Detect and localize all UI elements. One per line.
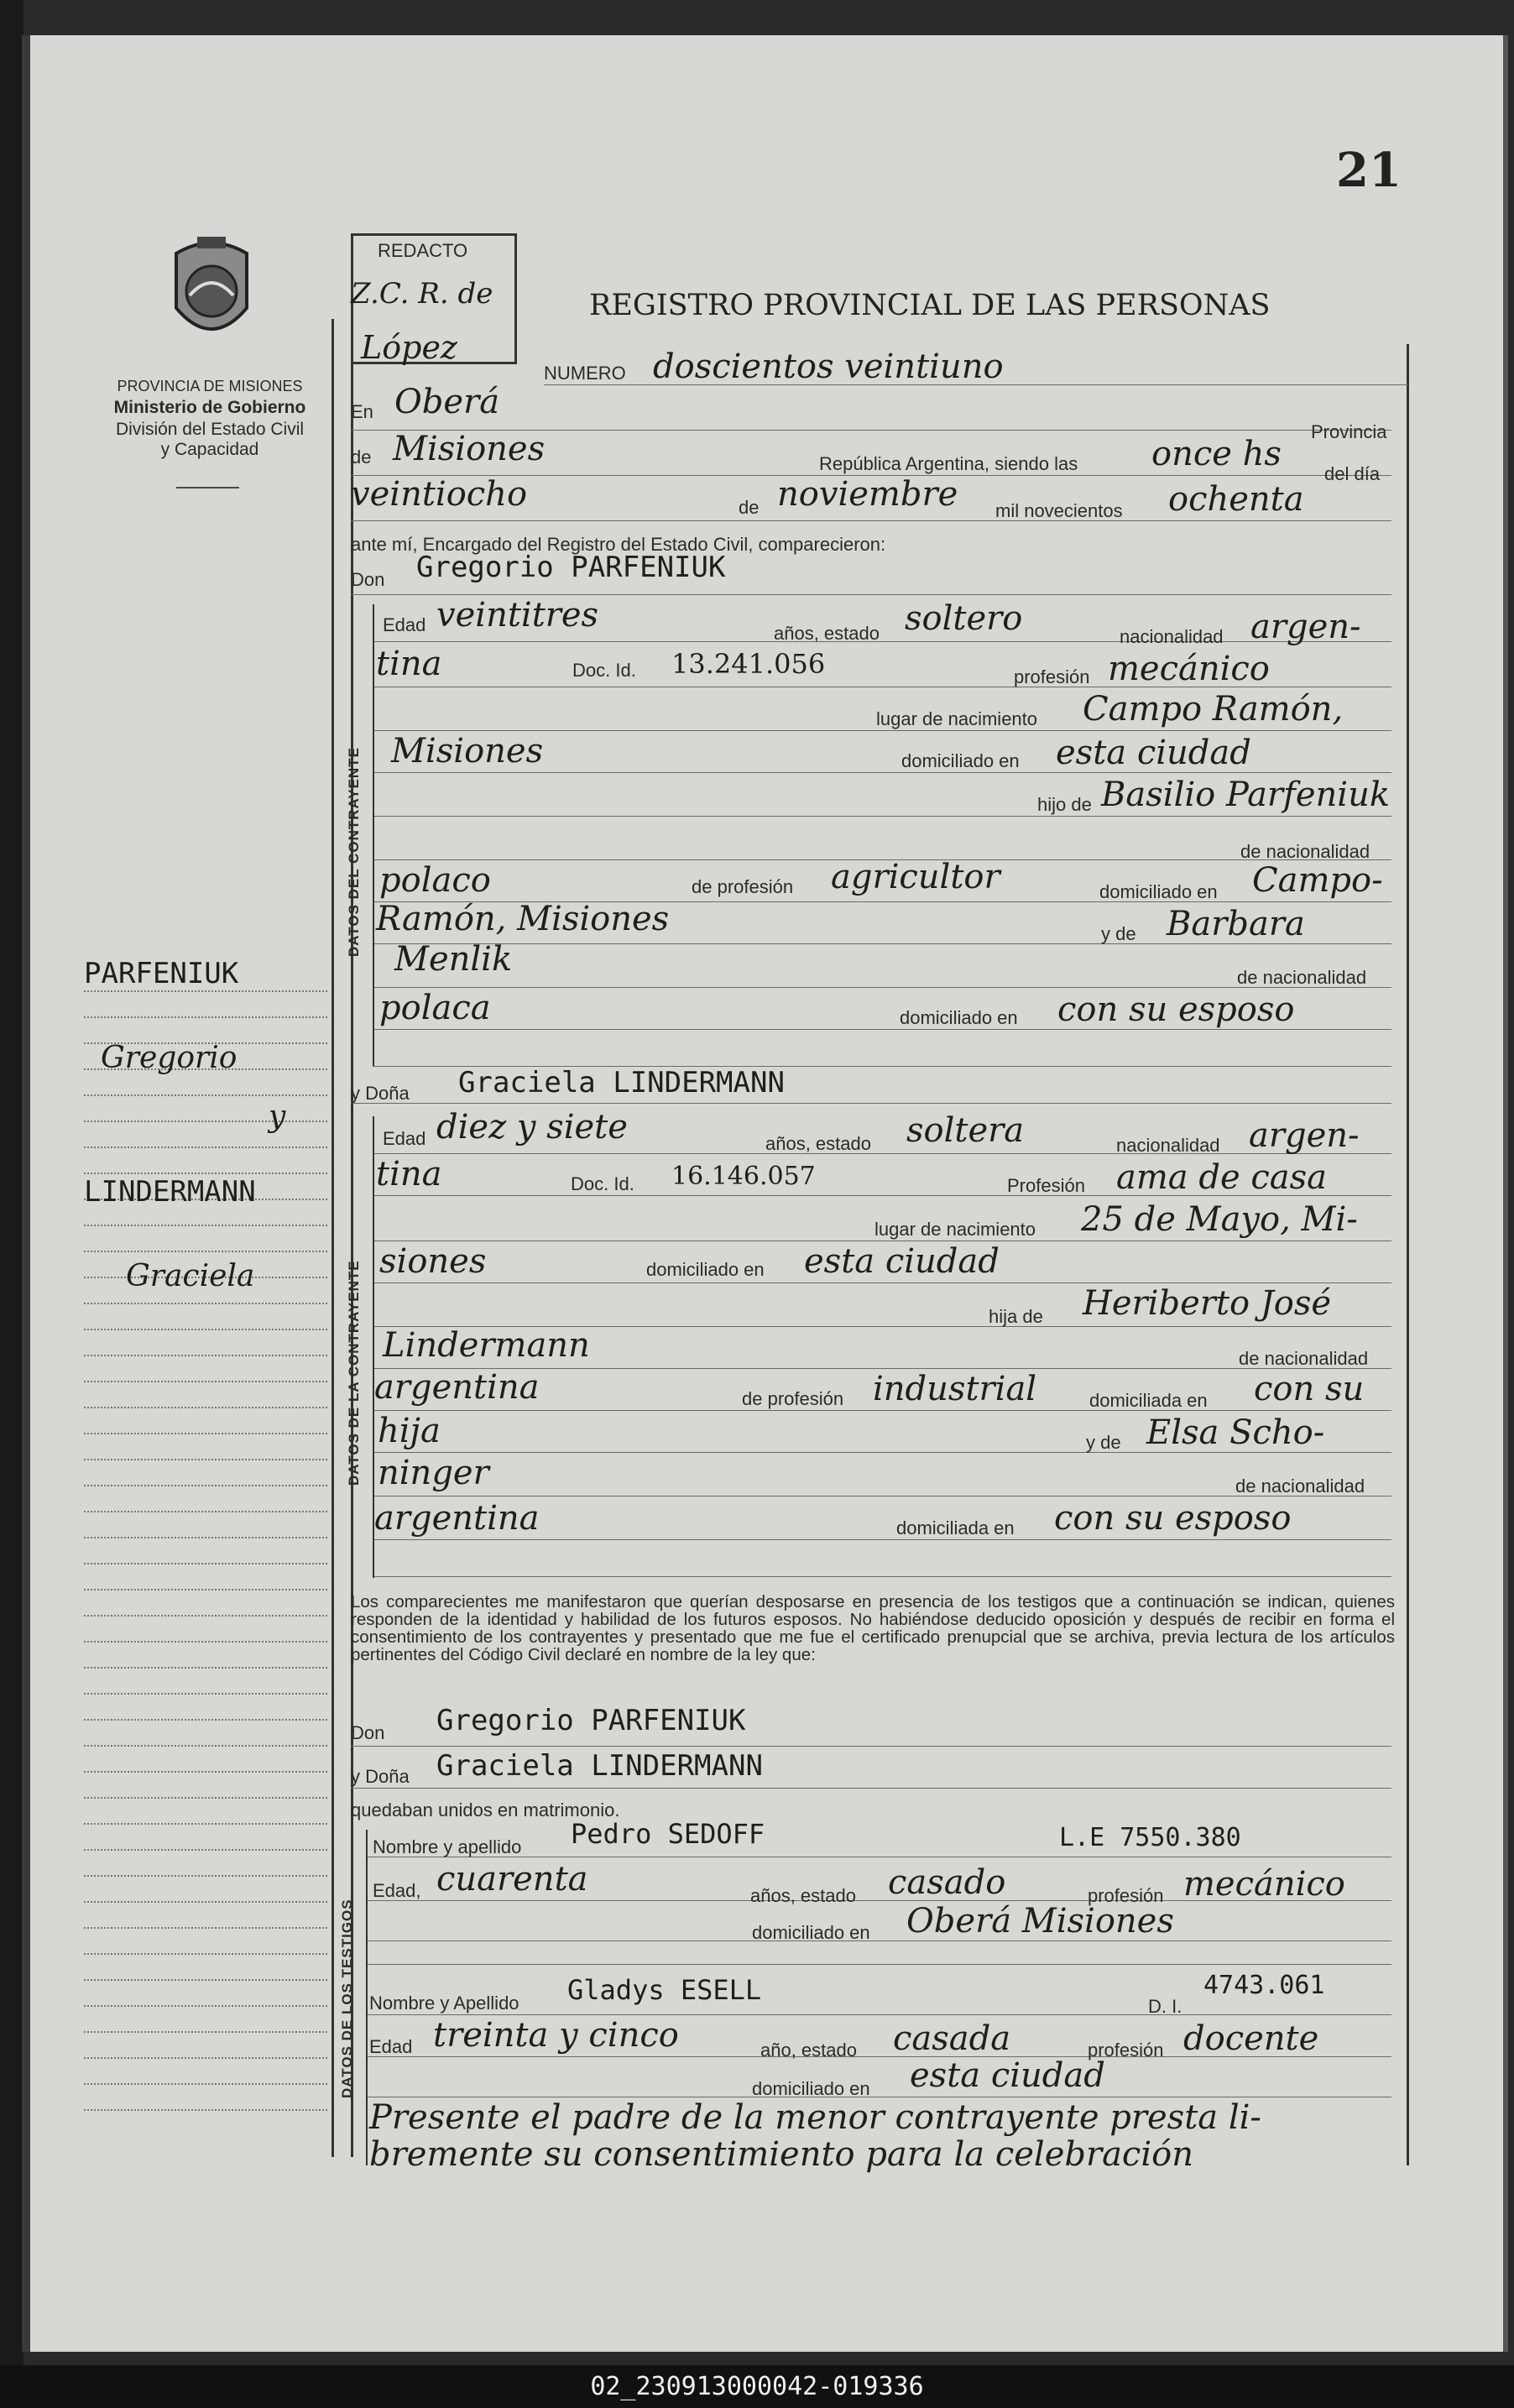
margin-dotted-line-6 (84, 1147, 327, 1148)
stamp-hand-1: Z.C. R. de (351, 277, 493, 311)
label-ano-estado-t2: año, estado (760, 2040, 857, 2061)
hand-f-padre-dom2: hija (378, 1412, 441, 1450)
hand-f-edad: diez y siete (436, 1108, 628, 1147)
margin-rule (332, 319, 334, 2157)
margin-dotted-line-31 (84, 1797, 327, 1799)
hand-t2-nombre: Gladys ESELL (567, 1974, 762, 2006)
hand-numero: doscientos veintiuno (653, 347, 1004, 386)
hand-t1-doc: L.E 7550.380 (1059, 1823, 1241, 1852)
margin-dotted-line-37 (84, 1953, 327, 1955)
form-rule-17 (373, 1153, 1391, 1154)
office-line-4: y Capacidad (160, 440, 259, 459)
hand-dona-2: Graciela LINDERMANN (436, 1749, 763, 1783)
hand-don: Gregorio PARFENIUK (416, 551, 726, 584)
margin-dotted-line-7 (84, 1173, 327, 1174)
label-don-2: Don (351, 1722, 385, 1743)
hand-estado: soltero (905, 599, 1023, 638)
form-rule-12 (373, 943, 1391, 944)
label-nacionalidad-f: nacionalidad (1116, 1135, 1220, 1156)
hand-t1-nombre: Pedro SEDOFF (571, 1818, 765, 1850)
label-republica: República Argentina, siendo las (819, 453, 1078, 474)
office-divider (176, 487, 239, 488)
margin-dotted-line-4 (84, 1094, 327, 1096)
hand-padre-dom1: Campo- (1252, 861, 1383, 900)
hand-madre1: Barbara (1167, 905, 1305, 943)
form-rule-8 (373, 772, 1391, 773)
margin-dotted-line-24 (84, 1615, 327, 1617)
margin-dotted-line-35 (84, 1901, 327, 1903)
form-rule-9 (373, 816, 1391, 817)
margin-dotted-line-41 (84, 2057, 327, 2059)
label-de-profesion-f: de profesión (742, 1388, 844, 1409)
main-frame-left (351, 353, 353, 2157)
page-number: 21 (1336, 143, 1402, 198)
side-label-groom: DATOS DEL CONTRAYENTE (346, 747, 362, 957)
hand-f-padre2: Lindermann (383, 1326, 590, 1365)
margin-name-groom: Gregorio (101, 1041, 238, 1075)
margin-dotted-line-36 (84, 1927, 327, 1929)
hand-doc: 13.241.056 (671, 648, 826, 680)
label-mil: mil novecientos (995, 500, 1123, 521)
form-rule-34 (366, 2014, 1391, 2015)
label-y-de: y de (1101, 923, 1136, 944)
hand-madre-nac: polaca (379, 989, 491, 1027)
hand-f-madre-dom: con su esposo (1054, 1499, 1292, 1538)
side-label-bride: DATOS DE LA CONTRAYENTE (346, 1260, 362, 1486)
label-de-nacionalidad-f: de nacionalidad (1239, 1348, 1369, 1369)
margin-dotted-line-1 (84, 1016, 327, 1018)
margin-dotted-line-30 (84, 1771, 327, 1773)
label-profesion-t2: profesión (1088, 2040, 1164, 2061)
margin-dotted-line-40 (84, 2031, 327, 2033)
label-nombre-apellido-2: Nombre y Apellido (369, 1993, 519, 2014)
margin-dotted-line-20 (84, 1511, 327, 1512)
form-rule-29 (351, 1788, 1391, 1789)
label-t2-doc: D. I. (1148, 1996, 1182, 2017)
form-rule-26 (373, 1539, 1391, 1540)
hand-lugar2: Misiones (391, 732, 544, 770)
form-rule-3 (351, 520, 1391, 521)
label-anos-estado-t1: años, estado (750, 1885, 856, 1906)
form-rule-7 (373, 730, 1391, 731)
label-y-dona: y Doña (351, 1083, 410, 1104)
hand-f-dom: esta ciudad (804, 1242, 1000, 1281)
label-doc: Doc. Id. (572, 660, 636, 681)
margin-dotted-line-21 (84, 1537, 327, 1538)
hand-anio: ochenta (1168, 480, 1304, 519)
margin-dotted-line-28 (84, 1719, 327, 1721)
margin-dotted-line-26 (84, 1667, 327, 1669)
hand-nac2: tina (376, 645, 442, 683)
margin-dotted-line-17 (84, 1433, 327, 1434)
form-rule-28 (351, 1746, 1391, 1747)
margin-dotted-line-32 (84, 1823, 327, 1825)
margin-dotted-line-43 (84, 2109, 327, 2111)
margin-dotted-line-5 (84, 1120, 327, 1122)
form-rule-27 (373, 1576, 1391, 1577)
label-doc-f: Doc. Id. (571, 1173, 634, 1194)
hand-padre-prof: agricultor (831, 858, 1000, 896)
book-spine (0, 0, 23, 2408)
hand-t1-dom: Oberá Misiones (906, 1902, 1174, 1941)
hand-dia: veintiocho (351, 475, 528, 514)
label-nacionalidad: nacionalidad (1120, 626, 1224, 647)
label-profesion-t1: profesión (1088, 1885, 1164, 1906)
hand-t2-estado: casada (893, 2019, 1011, 2058)
label-lugar-f: lugar de nacimiento (874, 1219, 1036, 1240)
hand-f-padre1: Heriberto José (1083, 1284, 1332, 1323)
main-frame-right (1407, 344, 1409, 2165)
label-quedaban: quedaban unidos en matrimonio. (351, 1799, 620, 1820)
office-line-3: División del Estado Civil (115, 420, 305, 439)
label-profesion-f: Profesión (1007, 1175, 1085, 1196)
label-anos-estado-f: años, estado (765, 1133, 871, 1154)
form-rule-4 (351, 594, 1391, 595)
hand-madre2: Menlik (394, 940, 513, 979)
form-rule-16 (351, 1103, 1391, 1104)
label-numero: NUMERO (544, 363, 626, 384)
hand-t2-dom: esta ciudad (910, 2056, 1105, 2095)
hand-ciudad: Oberá (394, 383, 500, 421)
hand-padre-dom2: Ramón, Misiones (376, 900, 670, 938)
form-rule-23 (373, 1410, 1391, 1411)
hand-madre-dom: con su esposo (1057, 990, 1295, 1029)
hand-hora: once hs (1151, 435, 1282, 473)
label-edad: Edad (383, 614, 426, 635)
margin-dotted-line-16 (84, 1407, 327, 1408)
form-rule-5 (373, 641, 1391, 642)
label-domiciliado-t1: domiciliado en (752, 1922, 870, 1943)
provincial-seal-icon (159, 228, 264, 354)
margin-dotted-line-0 (84, 990, 327, 992)
hand-f-madre2: ninger (378, 1454, 489, 1492)
label-y-de-f: y de (1086, 1432, 1121, 1453)
hand-prof: mecánico (1108, 650, 1270, 688)
scan-footer-id: 02_230913000042-019336 (0, 2365, 1514, 2408)
label-de-nacionalidad-madre: de nacionalidad (1237, 967, 1367, 988)
hand-f-madre-nac: argentina (374, 1499, 540, 1538)
margin-dotted-line-29 (84, 1745, 327, 1747)
margin-dotted-line-15 (84, 1381, 327, 1382)
consent-paragraph: Los comparecientes me manifestaron que querían desposarse en presencia de los testigos que a continuación se indican, quienes responden de la identidad y habilidad de los futuros esposos. No habiéndose deducido oposición y después de recibir en forma el consentimiento de los contrayentes y presentado que me fue el certificado prenupcial que se archiva, previa lectura de los artículos pertinentes del Código Civil declaré en nombre de la ley que: (351, 1592, 1395, 1664)
hand-padre-nac: polaco (379, 861, 491, 900)
margin-dotted-line-33 (84, 1849, 327, 1851)
margin-dotted-line-22 (84, 1563, 327, 1564)
label-lugar: lugar de nacimiento (876, 708, 1038, 729)
margin-surname-bride: LINDERMANN (84, 1175, 256, 1209)
register-title: REGISTRO PROVINCIAL DE LAS PERSONAS (589, 289, 1271, 322)
margin-dotted-line-25 (84, 1641, 327, 1643)
hand-f-padre-nac: argentina (374, 1368, 540, 1407)
label-don: Don (351, 569, 385, 590)
hand-dona: Graciela LINDERMANN (458, 1066, 785, 1100)
label-edad-f: Edad (383, 1128, 426, 1149)
groom-block-rule (373, 604, 374, 1066)
hand-dom: esta ciudad (1056, 734, 1251, 772)
label-domiciliada-madre: domiciliada en (896, 1517, 1015, 1538)
margin-dotted-line-34 (84, 1875, 327, 1877)
margin-conjunction: y (269, 1100, 286, 1134)
hand-t1-edad: cuarenta (436, 1860, 588, 1899)
form-rule-14 (373, 1029, 1391, 1030)
margin-name-bride: Graciela (126, 1259, 255, 1293)
label-ante: ante mí, Encargado del Registro del Estado Civil, comparecieron: (351, 534, 886, 555)
stamp-hand-2: López (361, 329, 457, 366)
margin-dotted-line-42 (84, 2083, 327, 2085)
margin-dotted-line-27 (84, 1693, 327, 1695)
hand-f-padre-dom1: con su (1254, 1370, 1365, 1408)
label-domiciliada: domiciliada en (1089, 1390, 1208, 1411)
hand-t2-doc: 4743.061 (1203, 1971, 1325, 2000)
label-de-mes: de (739, 497, 760, 518)
label-nombre-apellido: Nombre y apellido (373, 1836, 522, 1857)
margin-dotted-line-19 (84, 1485, 327, 1486)
office-line-1: PROVINCIA DE MISIONES (117, 378, 303, 394)
hand-note-line-1: Presente el padre de la menor contrayente presta li- (369, 2098, 1261, 2137)
margin-dotted-line-38 (84, 1979, 327, 1981)
hand-don-2: Gregorio PARFENIUK (436, 1704, 746, 1737)
margin-dotted-line-9 (84, 1225, 327, 1226)
hand-note-line-2: bremente su consentimiento para la celebración (369, 2135, 1193, 2174)
margin-dotted-line-23 (84, 1589, 327, 1591)
label-domiciliado-madre: domiciliado en (900, 1007, 1018, 1028)
witness-block-rule (366, 1830, 368, 2165)
form-rule-33 (366, 1964, 1391, 1965)
hand-t1-estado: casado (888, 1863, 1006, 1902)
label-edad-t1: Edad, (373, 1880, 421, 1901)
hand-f-padre-prof: industrial (873, 1370, 1037, 1408)
hand-provincia: Misiones (393, 430, 546, 468)
hand-mes: noviembre (777, 475, 958, 514)
label-de-nacionalidad-madre-f: de nacionalidad (1235, 1476, 1365, 1497)
label-del-dia: del día (1324, 463, 1381, 484)
stamp-label: REDACTO (378, 240, 468, 261)
label-domiciliado: domiciliado en (901, 750, 1020, 771)
label-profesion: profesión (1014, 666, 1090, 687)
hand-t1-prof: mecánico (1183, 1865, 1345, 1904)
margin-dotted-line-14 (84, 1355, 327, 1356)
hand-f-estado: soltera (906, 1111, 1025, 1150)
margin-dotted-line-39 (84, 2005, 327, 2007)
hand-f-prof: ama de casa (1116, 1158, 1327, 1197)
margin-dotted-line-18 (84, 1459, 327, 1460)
hand-lugar1: Campo Ramón, (1083, 690, 1344, 729)
label-domiciliado-t2: domiciliado en (752, 2078, 870, 2099)
hand-f-madre1: Elsa Scho- (1146, 1413, 1325, 1452)
hand-t2-prof: docente (1183, 2019, 1319, 2058)
hand-f-lugar1: 25 de Mayo, Mi- (1081, 1200, 1358, 1239)
label-de-profesion: de profesión (692, 876, 794, 897)
hand-f-lugar2: siones (379, 1242, 487, 1281)
margin-surname-groom: PARFENIUK (84, 957, 239, 990)
label-provincia: Provincia (1311, 421, 1387, 442)
label-en: En (351, 401, 373, 422)
hand-edad: veintitres (436, 596, 599, 635)
office-line-2: Ministerio de Gobierno (113, 398, 306, 417)
label-y-dona-2: y Doña (351, 1766, 410, 1787)
form-rule-24 (373, 1452, 1391, 1453)
hand-padre: Basilio Parfeniuk (1101, 776, 1391, 814)
label-domiciliado-f: domiciliado en (646, 1259, 765, 1280)
label-de: de (351, 447, 372, 467)
margin-dotted-line-10 (84, 1251, 327, 1252)
hand-t2-edad: treinta y cinco (433, 2016, 679, 2055)
hand-f-nac: argen- (1249, 1116, 1360, 1155)
hand-f-nac2: tina (376, 1155, 442, 1194)
label-hija-de: hija de (989, 1306, 1043, 1327)
label-edad-t2: Edad (369, 2036, 413, 2057)
hand-nac: argen- (1250, 608, 1361, 646)
label-anos-estado: años, estado (774, 623, 880, 644)
label-de-nacionalidad: de nacionalidad (1240, 841, 1370, 862)
label-hijo-de: hijo de (1037, 794, 1092, 815)
label-domiciliado-padre: domiciliado en (1099, 881, 1218, 902)
margin-dotted-line-12 (84, 1303, 327, 1304)
side-label-witness: DATOS DE LOS TESTIGOS (339, 1899, 355, 2098)
form-rule-20 (373, 1282, 1391, 1283)
margin-dotted-line-13 (84, 1329, 327, 1330)
hand-f-doc: 16.146.057 (671, 1162, 816, 1191)
